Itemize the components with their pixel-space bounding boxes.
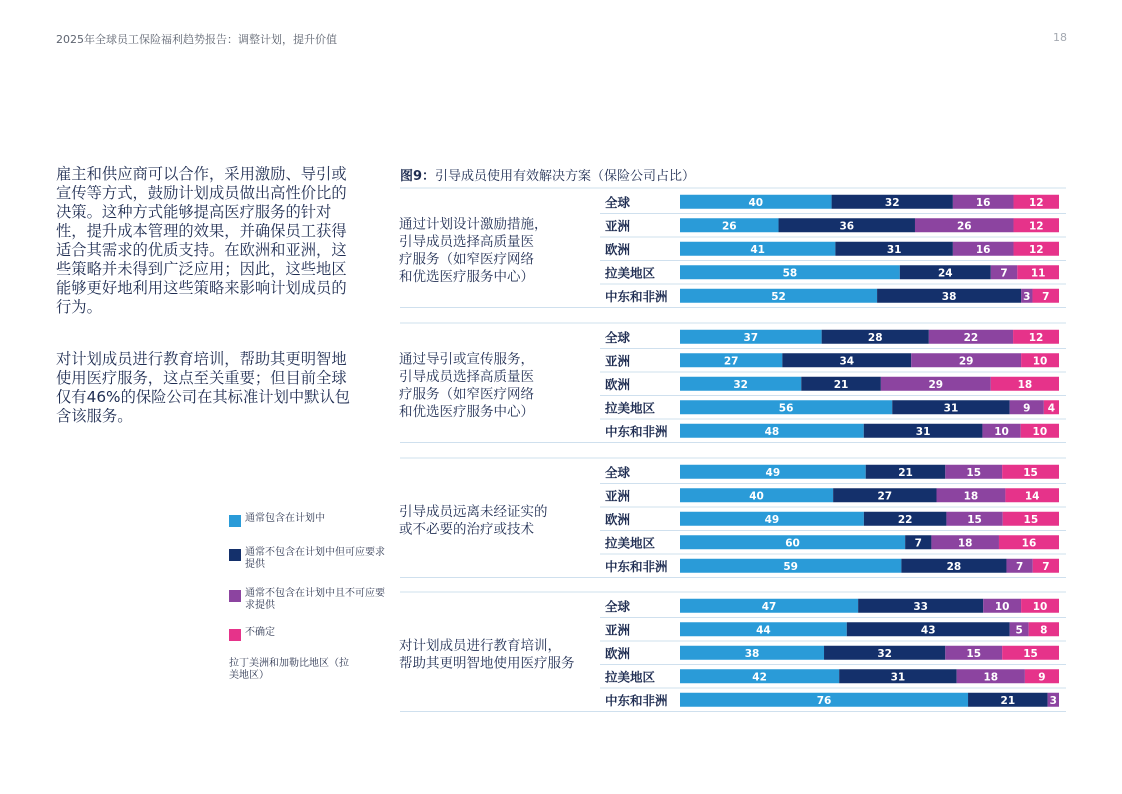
region-label: 拉美地区 — [605, 400, 656, 416]
data-label: 14 — [1024, 490, 1040, 503]
data-label: 18 — [963, 490, 979, 503]
data-label: 10 — [994, 600, 1010, 613]
data-label: 29 — [958, 355, 974, 368]
region-label: 全球 — [605, 598, 631, 614]
data-label: 15 — [966, 466, 982, 479]
region-label: 欧洲 — [605, 241, 631, 257]
group-label: 引导成员选择高质量医 — [399, 369, 534, 385]
legend-note: 拉丁美洲和加勒比地区（拉美地区） — [229, 658, 349, 681]
data-label: 10 — [1032, 355, 1048, 368]
data-label: 15 — [966, 647, 982, 660]
region-label: 亚洲 — [605, 218, 631, 234]
data-label: 12 — [1028, 220, 1044, 233]
data-label: 38 — [941, 290, 957, 303]
group-label: 通过计划设计激励措施， — [399, 216, 548, 233]
data-label: 26 — [721, 220, 737, 233]
intro-paragraph: 雇主和供应商可以合作，采用激励、导引或宣传等方式，鼓励计划成员做出高性价比的决策。这种方式能够提高医疗服务的针对性，提升成本管理的效果，并确保员工获得适合其需求的优质支持。在欧洲和亚洲，这些策略并未得到广泛应用；因此，这些地区能够更好地利用这些策略来影响计划成员的行为。 — [56, 165, 347, 316]
region-label: 欧洲 — [605, 376, 631, 392]
data-label: 40 — [748, 196, 764, 209]
data-label: 22 — [897, 513, 913, 526]
data-label: 10 — [994, 425, 1009, 438]
region-label: 拉美地区 — [605, 535, 656, 551]
legend-label: 不确定 — [245, 627, 275, 638]
chart-title-text: 引导成员使用有效解决方案（保险公司占比） — [435, 169, 696, 184]
region-label: 中东和非洲 — [605, 558, 668, 574]
data-label: 16 — [975, 243, 991, 256]
data-label: 31 — [886, 243, 902, 256]
data-label: 22 — [963, 331, 979, 344]
data-label: 31 — [915, 425, 931, 438]
data-label: 60 — [785, 537, 800, 550]
data-label: 15 — [967, 513, 982, 526]
figure-label: 图9： — [400, 169, 436, 184]
data-label: 21 — [833, 378, 849, 391]
page-number: 18 — [1053, 31, 1067, 44]
data-label: 7 — [1015, 560, 1024, 573]
data-label: 28 — [867, 331, 883, 344]
data-label: 44 — [756, 624, 771, 637]
group-label: 疗服务（如窄医疗网络 — [399, 251, 534, 268]
group-label: 和优选医疗服务中心） — [399, 404, 534, 420]
data-label: 41 — [750, 243, 766, 256]
education-paragraph: 对计划成员进行教育培训，帮助其更明智地使用医疗服务，这点至关重要；但目前全球仅有46%的保险公司在其标准计划中默认包含该服务。 — [56, 350, 351, 425]
region-label: 全球 — [605, 464, 631, 480]
region-label: 中东和非洲 — [605, 692, 668, 708]
legend-label: 通常包含在计划中 — [245, 513, 325, 524]
region-label: 中东和非洲 — [605, 423, 668, 439]
legend-label: 通常不包含在计划中但可应要求提供 — [245, 547, 385, 570]
region-label: 欧洲 — [605, 645, 631, 661]
data-label: 34 — [839, 355, 855, 368]
report-title: 2025年全球员工保险福利趋势报告：调整计划，提升价值 — [56, 33, 337, 46]
data-label: 15 — [1023, 466, 1038, 479]
data-label: 18 — [983, 671, 999, 684]
data-label: 59 — [783, 560, 799, 573]
data-label: 40 — [749, 490, 764, 503]
data-label: 21 — [1000, 694, 1016, 707]
data-label: 12 — [1028, 196, 1044, 209]
group-label: 引导成员远离未经证实的 — [399, 504, 548, 520]
data-label: 18 — [957, 537, 973, 550]
data-label: 16 — [1021, 537, 1037, 550]
region-label: 拉美地区 — [605, 265, 656, 281]
data-label: 27 — [723, 355, 739, 368]
data-label: 24 — [937, 267, 953, 280]
data-label: 7 — [1000, 267, 1008, 280]
data-label: 7 — [1042, 560, 1050, 573]
region-label: 全球 — [605, 329, 631, 345]
data-label: 49 — [764, 513, 780, 526]
group-label: 帮助其更明智地使用医疗服务 — [399, 655, 575, 672]
group-label: 或不必要的治疗或技术 — [399, 521, 534, 538]
data-label: 29 — [928, 378, 944, 391]
data-label: 32 — [884, 196, 900, 209]
group-label: 引导成员选择高质量医 — [399, 234, 534, 250]
legend-label: 通常不包含在计划中且不可应要求提供 — [245, 588, 385, 611]
data-label: 32 — [733, 378, 748, 391]
region-label: 欧洲 — [605, 511, 631, 527]
data-label: 42 — [752, 671, 767, 684]
data-label: 9 — [1038, 671, 1046, 684]
group-label: 和优选医疗服务中心） — [399, 269, 534, 285]
data-label: 18 — [1017, 378, 1033, 391]
data-label: 31 — [943, 402, 959, 415]
data-label: 76 — [816, 694, 832, 707]
data-label: 58 — [782, 267, 798, 280]
data-label: 56 — [778, 402, 794, 415]
group-label: 疗服务（如窄医疗网络 — [399, 386, 534, 403]
data-label: 26 — [956, 220, 972, 233]
data-label: 12 — [1028, 243, 1044, 256]
data-label: 3 — [1023, 290, 1031, 303]
data-label: 11 — [1030, 267, 1046, 280]
data-label: 49 — [765, 466, 781, 479]
data-label: 15 — [1023, 647, 1038, 660]
data-label: 4 — [1047, 402, 1056, 415]
data-label: 33 — [913, 600, 928, 613]
data-label: 52 — [771, 290, 786, 303]
data-label: 36 — [839, 220, 855, 233]
data-label: 16 — [975, 196, 991, 209]
data-label: 37 — [743, 331, 759, 344]
data-label: 7 — [1042, 290, 1050, 303]
data-label: 32 — [877, 647, 892, 660]
data-label: 12 — [1028, 331, 1044, 344]
data-label: 31 — [890, 671, 906, 684]
region-label: 全球 — [605, 194, 631, 210]
data-label: 9 — [1023, 402, 1031, 415]
region-label: 拉美地区 — [605, 669, 656, 685]
data-label: 47 — [761, 600, 777, 613]
group-label: 通过导引或宣传服务， — [399, 351, 534, 368]
data-label: 3 — [1049, 694, 1057, 707]
data-label: 27 — [877, 490, 893, 503]
region-label: 亚洲 — [605, 622, 631, 638]
data-label: 28 — [946, 560, 962, 573]
data-label: 10 — [1032, 600, 1048, 613]
data-label: 15 — [1023, 513, 1039, 526]
data-label: 5 — [1015, 624, 1023, 637]
data-label: 43 — [920, 624, 936, 637]
group-label: 对计划成员进行教育培训， — [399, 638, 561, 654]
data-label: 38 — [744, 647, 760, 660]
data-label: 7 — [914, 537, 922, 550]
region-label: 亚洲 — [605, 353, 631, 369]
data-label: 10 — [1032, 425, 1048, 438]
region-label: 亚洲 — [605, 488, 631, 504]
region-label: 中东和非洲 — [605, 288, 668, 304]
data-label: 48 — [764, 425, 780, 438]
data-label: 8 — [1040, 624, 1048, 637]
data-label: 21 — [898, 466, 913, 479]
